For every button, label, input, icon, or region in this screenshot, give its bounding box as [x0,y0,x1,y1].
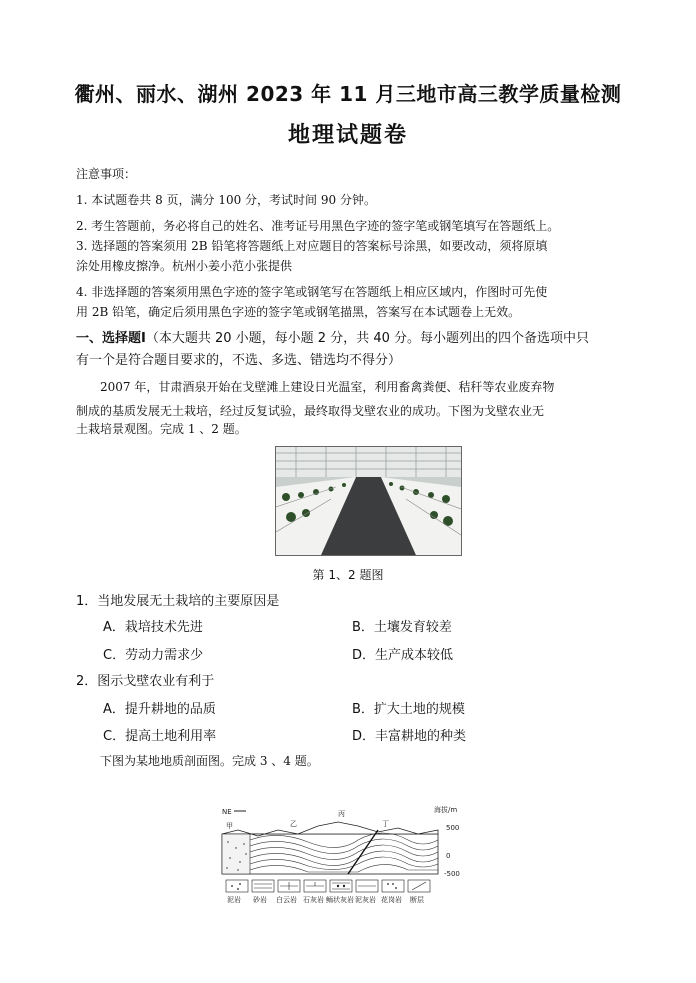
passage-line-3: 土栽培景观图。完成 1 、2 题。 [76,422,247,436]
point-ding: 丁 [382,820,389,828]
question-1-option-d[interactable]: D．生产成本较低 [352,648,454,663]
legend-dolomite: 白云岩 [276,896,297,904]
exam-subtitle: 地理试题卷 [287,123,408,148]
question-2-option-d[interactable]: D．丰富耕地的种类 [352,729,467,744]
section-title: 一、选择题Ⅰ [76,331,146,346]
legend-marl: 泥灰岩 [355,896,376,904]
notice-item-4a: 4. 非选择题的答案须用黑色字迹的签字笔或钢笔写在答题纸上相应区域内，作图时可先使 [76,285,548,299]
legend-oolitic-limestone: 鲕状灰岩 [326,896,354,904]
section-header [76,328,636,372]
figure-1-caption: 第 1、2 题图 [312,568,384,582]
question-2-option-b[interactable]: B．扩大土地的规模 [352,702,465,717]
passage-line-1: 2007 年，甘肃酒泉开始在戈壁滩上建设日光温室，利用畜禽粪便、秸秆等农业废弃物 [100,380,555,394]
point-jia: 甲 [226,822,233,830]
cross-section-drawing [222,822,438,874]
legend-fault: 断层 [410,896,424,904]
intro-q3-q4: 下图为某地地质剖面图。完成 3 、4 题。 [100,754,319,768]
passage-line-2: 制成的基质发展无土栽培，经过反复试验，最终取得戈壁农业的成功。下图为戈壁农业无 [76,404,545,418]
tick-0: 0 [446,852,451,860]
legend-sandstone: 砂岩 [253,896,267,904]
direction-label: NE [222,808,232,816]
question-1-option-a[interactable]: A．栽培技术先进 [103,620,203,635]
point-bing: 丙 [338,810,345,818]
notice-heading: 注意事项： [76,167,137,181]
greenhouse-photo [275,446,462,556]
legend-granite: 花岗岩 [381,896,402,904]
exam-title: 衢州、丽水、湖州 2023 年 11 月三地市高三教学质量检测 [74,82,622,106]
section-desc-a: （本大题共 20 小题，每小题 2 分，共 40 分。每小题列出的四个备选项中只 [145,331,589,346]
tick-neg500: -500 [444,870,460,878]
question-2-option-a[interactable]: A．提升耕地的品质 [103,702,216,717]
legend-limestone: 石灰岩 [303,896,324,904]
point-yi: 乙 [290,820,297,828]
section-desc-b: 有一个是符合题目要求的，不选、多选、错选均不得分） [76,353,402,368]
question-1-option-c[interactable]: C．劳动力需求少 [103,648,204,663]
legend-mudstone: 泥岩 [227,896,241,904]
legend-boxes [226,880,430,892]
axis-label: 海拔/m [434,806,458,814]
question-1-option-b[interactable]: B．土壤发育较差 [352,620,452,635]
question-2-option-c[interactable]: C．提高土地利用率 [103,729,217,744]
notice-item-3a: 3. 选择题的答案须用 2B 铅笔将答题纸上对应题目的答案标号涂黑，如要改动，须将原填 [76,239,548,253]
notice-item-3b: 涂处用橡皮擦净。杭州小姜小范小张提供 [76,259,293,273]
tick-500: 500 [446,824,460,832]
notice-item-2: 2. 考生答题前，务必将自己的姓名、准考证号用黑色字迹的签字笔或钢笔填写在答题纸上。 [76,219,560,233]
question-1-stem: 1．当地发展无土栽培的主要原因是 [76,594,280,609]
geologic-section-figure [218,800,476,960]
notice-item-4b: 用 2B 铅笔，确定后须用黑色字迹的签字笔或钢笔描黑，答案写在本试题卷上无效。 [76,305,521,319]
question-2-stem: 2．图示戈壁农业有利于 [76,674,215,689]
notice-item-1: 1. 本试题卷共 8 页，满分 100 分，考试时间 90 分钟。 [76,193,376,207]
